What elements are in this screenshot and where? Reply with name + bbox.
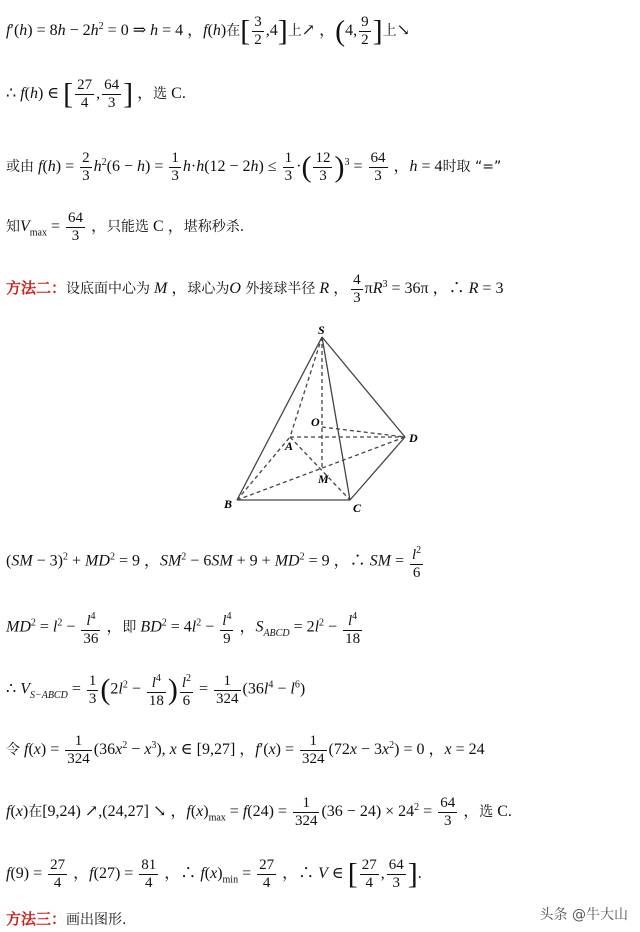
method-three-text: 画出图形.	[66, 912, 127, 928]
label-o: O	[311, 415, 320, 429]
label-s: S	[318, 323, 325, 337]
pyramid-figure	[0, 322, 640, 522]
line-6: $(SM - 3)^2 + MD^2 = 9$ ，$SM^2 - 6SM + 9 + MD^2 = 9$ ，∴ SM = $\frac{l^2}{6}$	[6, 542, 425, 582]
diagonal-bd	[237, 437, 405, 500]
line-10: f(x)在[9,24) ↗,(24,27] ↘ ，$f(x)_{max} = f(24)$ = $\frac{1}{324}$ $(36 - 24) \times 24^2$ = $\frac{64}{3}$ ，选 C.	[6, 795, 512, 829]
line-8: ∴ $V_{S-ABCD}$ = $\frac{1}{3}$ ($2l^2$ − $\frac{l^4}{18}$ ) $\frac{l^2}{6}$ = $\frac{1}{324}$ $(36l^4 - l^6)$	[6, 670, 305, 710]
method-three-label: 方法三：	[6, 911, 67, 928]
line-12	[6, 910, 126, 930]
line-3: 或由 f(h) = $\frac{2}{3}$ $h^2(6 - h)$ = $\frac{1}{3}$ h·h(12 − 2h) ≤ $\frac{1}{3}$ ·( $\frac{12}{3}$ )$^3$ = $\frac{64}{3}$ ，h = 4时取 “=”	[6, 150, 502, 184]
edge-cd	[350, 437, 405, 500]
label-m: M	[318, 472, 329, 486]
segment-od	[322, 427, 405, 437]
watermark: 头条 @牛大山	[539, 907, 628, 923]
line-4: 知$V_{max}$ = $\frac{64}{3}$ ，只能选 C ，堪称秒杀.	[6, 210, 245, 244]
line-5: 方法二：设底面中心为 M ，球心为O 外接球半径 R ， $\frac{4}{3}$ $\pi R^3 = 36\pi$ ，∴ R = 3	[6, 272, 504, 306]
label-d: D	[409, 431, 418, 445]
method-two-label: 方法二：	[6, 280, 67, 298]
edge-sd	[322, 337, 405, 437]
line-7: $MD^2 = l^2$ − $\frac{l^4}{36}$ ，即 $BD^2 = 4l^2$ − $\frac{l^4}{9}$ ，$S_{ABCD} = 2l^2$ − $\frac{l^4}{18}$	[6, 608, 364, 648]
label-a: A	[285, 439, 294, 453]
line-9: 令 f(x) = $\frac{1}{324}$ $(36x^2 - x^3)$, x ∈ [9,27] ，f′(x) = $\frac{1}{324}$ $(72x - 3x^2) = 0$ ，x = 24	[6, 733, 485, 767]
label-c: C	[353, 501, 362, 515]
line-2: ∴ f(h) ∈ [ $\frac{27}{4}$ , $\frac{64}{3}$ ] ，选 C.	[6, 77, 186, 111]
label-b: B	[224, 497, 233, 511]
line-11: f(9) = $\frac{27}{4}$ ，f(27) = $\frac{81}{4}$ ，∴ $f(x)_{min}$ = $\frac{27}{4}$ ，∴ V ∈ [ $\frac{27}{4}$ , $\frac{64}{3}$ ].	[6, 857, 422, 891]
edge-sb	[237, 337, 322, 500]
line-1: $f'(h) = 8h - 2h^2 = 0$ ⇒ h = 4 ，f(h)在[ $\frac{3}{2}$ ,4]上↗ ，(4, $\frac{9}{2}$ ]上↘	[6, 14, 411, 48]
